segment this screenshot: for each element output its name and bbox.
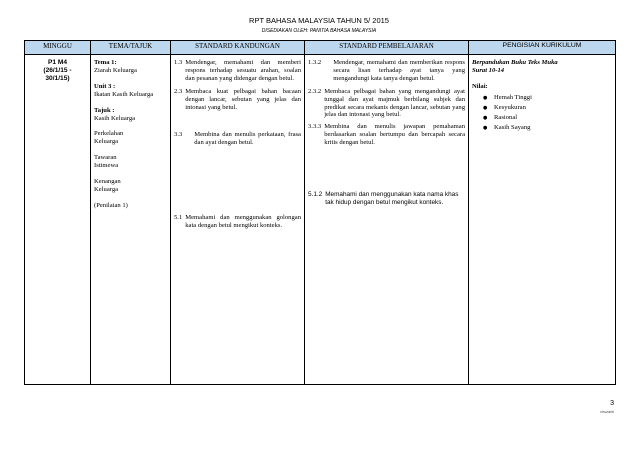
pembelajaran-number: 3.3.3 bbox=[308, 123, 322, 131]
tajuk-item-1: Perkelahan Keluarga bbox=[94, 130, 124, 146]
tajuk-item-3: Kenangan Keluarga bbox=[94, 178, 121, 193]
kandungan-text: Mendengar, memahami dan memberi respons terhadap sesuatu arahan, soalan dan pesanan yang didengar dengan betul. bbox=[185, 59, 301, 82]
pembelajaran-text: Membina dan menulis jawapan pemahaman berdasarkan soalan bertumpu dan bercapah secara kritis dengan betul. bbox=[324, 123, 465, 147]
nilai-text: Rasional bbox=[494, 113, 518, 121]
list-item bbox=[472, 103, 612, 113]
pembelajaran-number: 2.3.2 bbox=[308, 87, 322, 95]
minggu-line-1: P1 M4 bbox=[47, 59, 68, 66]
kandungan-item bbox=[174, 88, 301, 112]
unit-label: Unit 3 : bbox=[94, 82, 116, 90]
pembelajaran-item bbox=[308, 123, 465, 147]
cell-standard-kandungan bbox=[171, 55, 305, 385]
page-number: 3 bbox=[610, 400, 614, 407]
pembelajaran-item bbox=[308, 191, 465, 206]
nilai-text: Kasih Sayang bbox=[494, 123, 531, 131]
kandungan-number: 2.3 bbox=[174, 87, 183, 95]
list-item bbox=[472, 123, 612, 133]
table-header-row bbox=[25, 41, 616, 55]
pembelajaran-item bbox=[308, 59, 465, 83]
author-credit: chuzaini bbox=[600, 410, 614, 414]
pembelajaran-text: Memahami dan menggunakan kata nama khas tak hidup dengan betul mengikut konteks. bbox=[325, 191, 459, 206]
kandungan-item bbox=[174, 131, 301, 147]
minggu-line-3: 30/1/15) bbox=[45, 74, 70, 82]
kandungan-text: Membina dan menulis perkataan, frasa dan ayat dengan betul. bbox=[194, 131, 301, 147]
table-row bbox=[25, 55, 616, 385]
cell-standard-pembelajaran bbox=[305, 55, 469, 385]
pembelajaran-number: 1.3.2 bbox=[308, 59, 322, 66]
bullet-icon: ● bbox=[483, 124, 488, 131]
kandungan-number: 1.3 bbox=[174, 59, 183, 66]
kandungan-text: Membaca kuat pelbagai bahan bacaan dengan lancar, sebutan yang jelas dan intonasi yang betul. bbox=[185, 87, 301, 111]
kandungan-number: 5.1 bbox=[174, 214, 183, 222]
pembelajaran-number: 5.1.2 bbox=[308, 191, 323, 199]
kandungan-item bbox=[174, 59, 301, 83]
tajuk-item-4: (Penilaian 1) bbox=[94, 201, 128, 209]
kandungan-item bbox=[174, 214, 301, 230]
tema-value: Ziarah Keluarga bbox=[94, 66, 137, 74]
pembelajaran-text: Mendengar, memahami dan memberikan respons secara lisan terhadap ayat tanya yang mengandungi kata tanya dengan betul. bbox=[333, 59, 465, 82]
bullet-icon: ● bbox=[483, 114, 488, 121]
header-minggu: MINGGU bbox=[25, 41, 91, 55]
nilai-text: Hemah Tinggi bbox=[494, 93, 532, 101]
nilai-text: Kesyukuran bbox=[494, 103, 526, 111]
tajuk-label: Tajuk : bbox=[94, 106, 115, 114]
kandungan-number: 3.3 bbox=[174, 131, 183, 139]
header-tema-tajuk: TEMA/TAJUK bbox=[91, 41, 171, 55]
list-item bbox=[472, 113, 612, 123]
bullet-icon: ● bbox=[483, 94, 488, 101]
cell-pengisian-kurikulum bbox=[469, 55, 616, 385]
cell-tema-tajuk bbox=[91, 55, 171, 385]
tajuk-value: Kasih Keluarga bbox=[94, 114, 136, 122]
rpt-table bbox=[24, 40, 616, 385]
header-standard-kandungan: STANDARD KANDUNGAN bbox=[171, 41, 305, 55]
nilai-list bbox=[472, 93, 612, 133]
pembelajaran-item bbox=[308, 88, 465, 120]
kandungan-text: Memahami dan menggunakan golongan kata dengan betul mengikut konteks. bbox=[185, 214, 301, 230]
minggu-line-2: (26/1/15 - bbox=[43, 66, 72, 74]
tema-label: Tema 1: bbox=[94, 59, 117, 66]
pembelajaran-text: Membaca pelbagai bahan yang mengandungi ayat tunggal dan ayat majmuk berbilang subjek dan predikat secara mekanis dengan lancar, sebutan yang jelas dan intonasi yang betul. bbox=[324, 87, 465, 119]
header-pengisian-kurikulum: PENGISIAN KURIKULUM bbox=[469, 41, 616, 55]
document-title: RPT BAHASA MALAYSIA TAHUN 5/ 2015 bbox=[249, 16, 389, 25]
unit-value: Ikatan Kasih Keluarga bbox=[94, 90, 154, 98]
tajuk-item-2: Tawaran Istimewa bbox=[94, 154, 119, 170]
cell-minggu bbox=[25, 55, 91, 385]
list-item bbox=[472, 93, 612, 103]
kurikulum-heading: Berpandukan Buku Teks Muka Surat 10-14 bbox=[472, 59, 558, 74]
bullet-icon: ● bbox=[483, 104, 488, 111]
nilai-label: Nilai: bbox=[472, 82, 488, 90]
document-subtitle: DISEDIAKAN OLEH: PANITIA BAHASA MALAYSIA bbox=[261, 28, 377, 34]
header-standard-pembelajaran: STANDARD PEMBELAJARAN bbox=[305, 41, 469, 55]
